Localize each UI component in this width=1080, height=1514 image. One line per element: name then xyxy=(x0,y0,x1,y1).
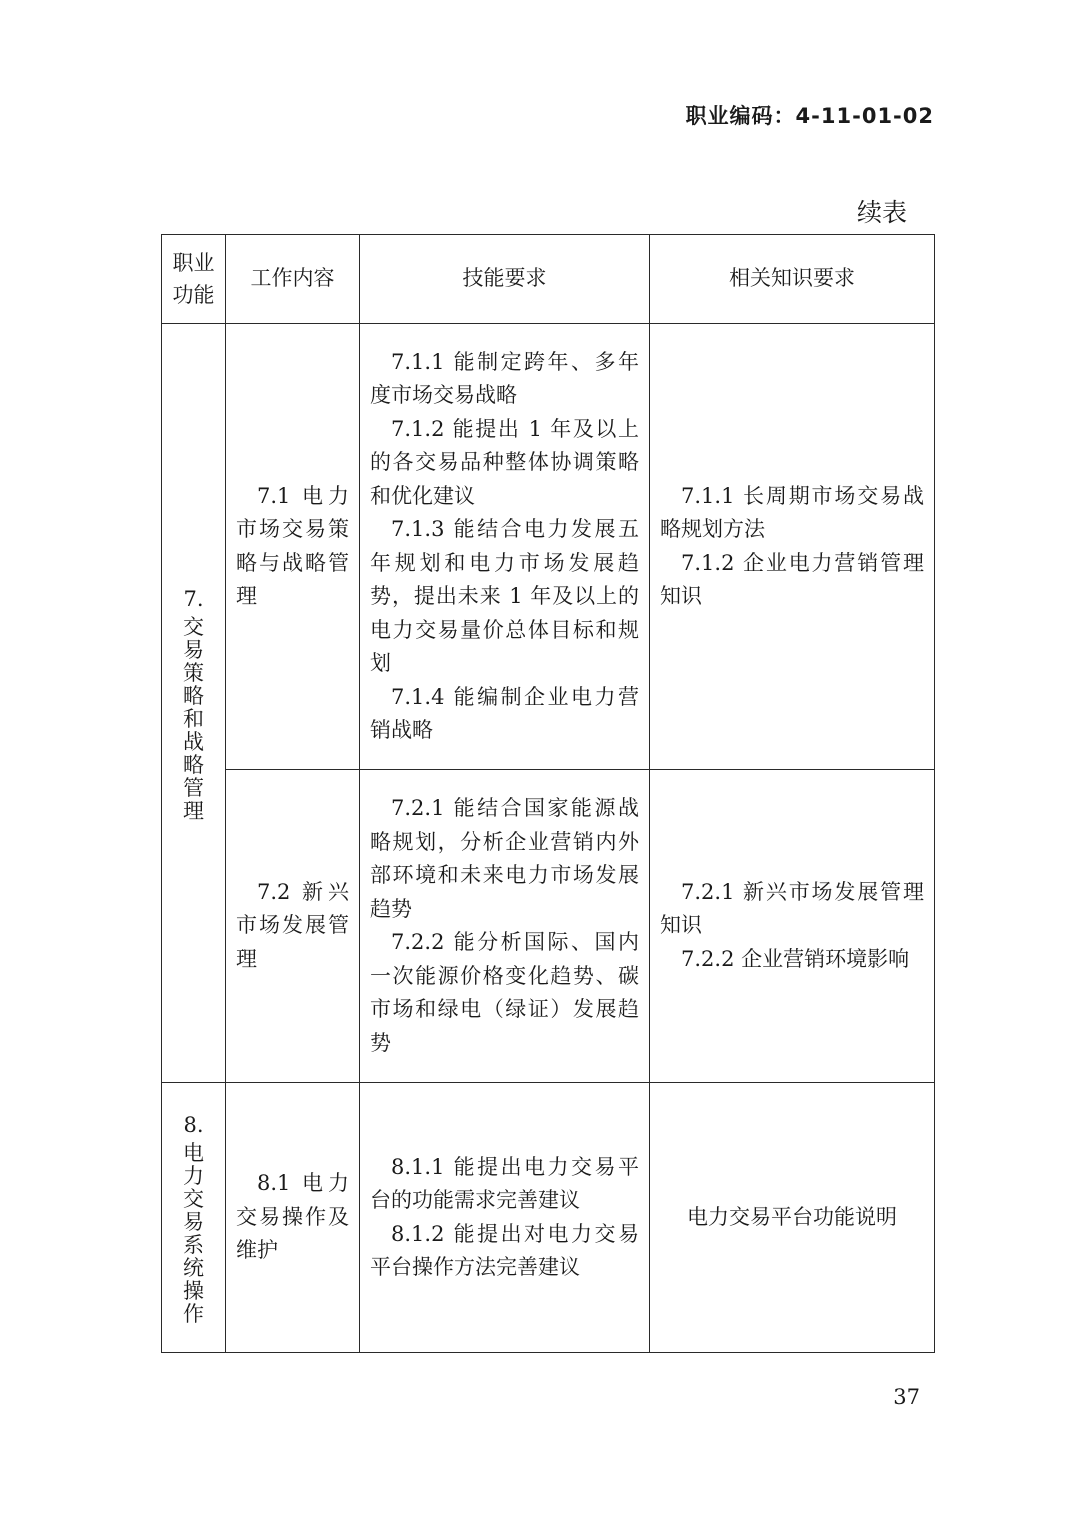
knowledge-item: 电力交易平台功能说明 xyxy=(687,1204,897,1229)
skill-item: 7.1.4 能编制企业电力营销战略 xyxy=(370,684,639,742)
knowledge-item: 7.2.1 新兴市场发展管理知识 xyxy=(660,879,924,938)
function-number: 7. xyxy=(183,586,204,611)
knowledge-item: 7.1.2 企业电力营销管理知识 xyxy=(660,550,924,608)
function-name: 交易策略和战略管理 xyxy=(183,615,204,824)
table-continued-caption: 续表 xyxy=(856,198,907,227)
skill-item: 7.1.1 能制定跨年、多年度市场交易战略 xyxy=(370,349,639,407)
table-row xyxy=(162,1083,935,1353)
knowledge-cell xyxy=(650,1083,935,1353)
skill-item: 7.1.2 能提出 1 年及以上的各交易品种整体协调策略和优化建议 xyxy=(370,416,639,508)
knowledge-item: 7.1.1 长周期市场交易战略规划方法 xyxy=(660,483,924,541)
knowledge-cell xyxy=(650,324,935,770)
header-skills: 技能要求 xyxy=(360,235,650,324)
function-name: 电力交易系统操作 xyxy=(183,1141,204,1327)
knowledge-cell xyxy=(650,770,935,1083)
header-function xyxy=(162,235,226,324)
work-cell xyxy=(226,1083,360,1353)
work-text: 7.2 新兴市场发展管理 xyxy=(236,879,349,971)
work-text: 8.1 电力交易操作及维护 xyxy=(236,1171,349,1263)
skills-cell xyxy=(360,1083,650,1353)
header-knowledge: 相关知识要求 xyxy=(650,235,935,324)
skill-item: 8.1.2 能提出对电力交易平台操作方法完善建议 xyxy=(370,1221,639,1279)
skills-cell xyxy=(360,770,650,1083)
knowledge-item: 7.2.2 企业营销环境影响 xyxy=(681,946,910,971)
function-cell-8 xyxy=(162,1083,226,1353)
header-work: 工作内容 xyxy=(226,235,360,324)
skill-item: 7.1.3 能结合电力发展五年规划和电力市场发展趋势，提出未来 1 年及以上的电力交易量价总体目标和规划 xyxy=(370,517,639,675)
occupation-code: 职业编码：4-11-01-02 xyxy=(685,104,934,128)
skill-item: 7.2.2 能分析国际、国内一次能源价格变化趋势、碳市场和绿电（绿证）发展趋势 xyxy=(370,930,639,1055)
skills-cell xyxy=(360,324,650,770)
skill-item: 7.2.1 能结合国家能源战略规划，分析企业营销内外部环境和未来电力市场发展趋势 xyxy=(370,796,639,921)
work-text: 7.1 电力市场交易策略与战略管理 xyxy=(236,483,349,608)
function-number: 8. xyxy=(183,1112,204,1137)
function-cell-7 xyxy=(162,324,226,1083)
work-cell xyxy=(226,770,360,1083)
page-number: 37 xyxy=(893,1385,920,1409)
table-row xyxy=(162,770,935,1083)
skill-item: 8.1.1 能提出电力交易平台的功能需求完善建议 xyxy=(370,1154,639,1212)
header-function-label: 职业 功能 xyxy=(172,251,215,307)
table-header-row xyxy=(162,235,935,324)
work-cell xyxy=(226,324,360,770)
skills-table xyxy=(161,234,935,1353)
table-row xyxy=(162,324,935,770)
